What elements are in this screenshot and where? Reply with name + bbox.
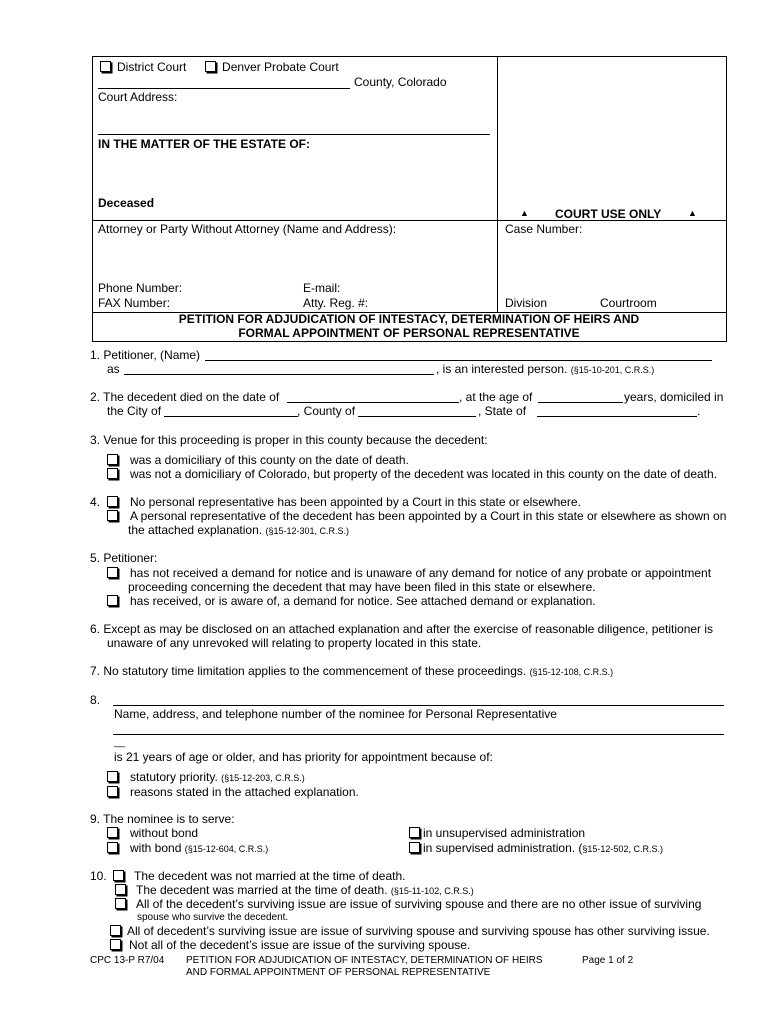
item-2-date-label: 2. The decedent died on the date of [90,390,280,404]
item-8-age: is 21 years of age or older, and has priority for appointment because of: [114,750,493,764]
atty-reg-label: Atty. Reg. #: [303,296,369,310]
item-7-ref: (§15-12-108, C.R.S.) [529,667,614,677]
footer-page-number: Page 1 of 2 [582,955,634,966]
not-married-checkbox[interactable] [113,870,124,881]
item-6-line-2: unaware of any unrevoked will relating to property located in this state. [107,636,482,650]
has-demand-label: has received, or is aware of, a demand for notice. See attached demand or explanation. [130,594,596,608]
unsupervised-label: in unsupervised administration [423,826,586,840]
spouse-other-issue-checkbox[interactable] [110,925,121,936]
district-court-checkbox[interactable] [100,61,111,72]
venue-domiciliary-label: was a domiciliary of this county on the date of death. [130,453,409,467]
statutory-priority-checkbox[interactable] [107,771,118,782]
state-field[interactable] [537,416,697,417]
county-label: County, Colorado [354,75,447,89]
venue-property-label: was not a domiciliary of Colorado, but property of the decedent was located in this county on the date of death. [130,467,718,481]
unsupervised-checkbox[interactable] [409,827,420,838]
not-all-issue-label: Not all of the decedent’s issue are issue of the surviving spouse. [129,938,471,952]
supervised-ref: §15-12-502, C.R.S.) [582,844,663,854]
no-pr-label: No personal representative has been appointed by a Court in this state or elsewhere. [130,495,581,509]
item-2-domiciled: years, domiciled in [624,390,724,404]
footer-title-2: AND FORMAL APPOINTMENT OF PERSONAL REPRESENTATIVE [186,967,491,978]
nominee-dash: __ [114,737,126,748]
item-4-ref: (§15-12-301, C.R.S.) [265,526,349,536]
item-8-ref: (§15-12-203, C.R.S.) [221,773,305,783]
denver-probate-court-checkbox[interactable] [205,61,216,72]
with-bond-checkbox[interactable] [107,842,118,853]
nominee-label: Name, address, and telephone number of the nominee for Personal Representative [114,707,557,721]
item-10-number: 10. [90,869,107,883]
no-demand-label: has not received a demand for notice and is unaware of any demand for notice of any probate or appointment [130,566,712,580]
denver-probate-court-label: Denver Probate Court [222,60,339,74]
statutory-priority-label: statutory priority. [130,770,218,784]
item-4-number: 4. [90,495,101,509]
married-ref: (§15-11-102, C.R.S.) [390,886,474,896]
without-bond-checkbox[interactable] [107,827,118,838]
pr-appointed-label: A personal representative of the decedent has been appointed by a Court in this state or elsewhere as shown on [130,509,727,523]
county-field[interactable] [358,416,476,417]
petitioner-name-field[interactable] [205,360,712,361]
no-demand-checkbox[interactable] [107,567,118,578]
nominee-line-2[interactable] [113,734,724,735]
item-8-number: 8. [90,693,101,707]
all-issue-checkbox[interactable] [115,898,126,909]
page-title [92,312,726,340]
footer-form-id: CPC 13-P R7/04 [90,955,165,966]
fax-label: FAX Number: [98,296,171,310]
city-field[interactable] [164,416,298,417]
case-number-label: Case Number: [505,222,583,236]
estate-label: IN THE MATTER OF THE ESTATE OF: [98,137,310,151]
petitioner-as-field[interactable] [124,374,434,375]
pr-appointed-label-2: the attached explanation. [128,523,263,537]
death-date-field[interactable] [287,402,459,403]
item-2-county-label: , County of [297,404,356,418]
item-1-as: as [107,362,120,376]
arrow-up-icon: ▲ [520,208,529,218]
item-2-age-label: , at the age of [459,390,533,404]
all-issue-label: All of the decedent’s surviving issue are issue of surviving spouse and there are no other issue of surviving [136,897,702,911]
caption-divider [497,56,498,312]
phone-label: Phone Number: [98,281,183,295]
title-line-1: PETITION FOR ADJUDICATION OF INTESTACY, DETERMINATION OF HEIRS AND [178,312,640,326]
has-demand-checkbox[interactable] [107,595,118,606]
attorney-label: Attorney or Party Without Attorney (Name and Address): [98,222,397,236]
venue-property-checkbox[interactable] [107,468,118,479]
district-court-label: District Court [117,60,187,74]
court-address-label: Court Address: [98,90,178,104]
without-bond-label: without bond [130,826,199,840]
not-all-issue-checkbox[interactable] [110,939,121,950]
courtroom-label: Courtroom [600,296,657,310]
all-issue-label-2: spouse who survive the decedent. [137,912,289,923]
married-checkbox[interactable] [115,884,126,895]
married-label: The decedent was married at the time of death. [136,883,388,897]
arrow-up-icon: ▲ [688,208,697,218]
not-married-label: The decedent was not married at the time of death. [134,869,406,883]
item-7-text: 7. No statutory time limitation applies to the commencement of these proceedings. [90,664,527,678]
item-1-interested: , is an interested person. [436,362,568,376]
deceased-label: Deceased [98,196,155,210]
supervised-checkbox[interactable] [409,842,420,853]
court-use-only-label: COURT USE ONLY [555,207,662,221]
item-2-state-label: , State of [478,404,527,418]
item-5-petitioner: 5. Petitioner: [90,551,158,565]
item-2-period: . [697,404,701,418]
estate-line [98,134,490,135]
pr-appointed-checkbox[interactable] [107,510,118,521]
reasons-stated-label: reasons stated in the attached explanation. [130,785,359,799]
no-pr-checkbox[interactable] [107,496,118,507]
division-label: Division [505,296,548,310]
no-demand-label-2: proceeding concerning the decedent that may have been filed in this state or elsewhere. [128,580,596,594]
venue-domiciliary-checkbox[interactable] [107,454,118,465]
item-9-nominee: 9. The nominee is to serve: [90,812,235,826]
item-2-city-label: the City of [107,404,162,418]
item-6-line-1: 6. Except as may be disclosed on an attached explanation and after the exercise of reasonable diligence, petitioner is [90,622,714,636]
with-bond-label: with bond [130,841,182,855]
with-bond-ref: (§15-12-604, C.R.S.) [184,844,269,854]
footer-title-1: PETITION FOR ADJUDICATION OF INTESTACY, DETERMINATION OF HEIRS [186,955,543,966]
nominee-line-1[interactable] [113,705,724,706]
email-label: E-mail: [303,281,341,295]
item-1-ref: (§15-10-201, C.R.S.) [570,365,655,375]
item-1-petitioner: 1. Petitioner, (Name) [90,348,201,362]
title-line-2: FORMAL APPOINTMENT OF PERSONAL REPRESENTATIVE [238,326,580,340]
county-line [98,88,350,89]
supervised-label: in supervised administration. ( [423,841,583,855]
spouse-other-issue-label: All of decedent’s surviving issue are issue of surviving spouse and surviving spouse has other surviving issue. [127,924,710,938]
reasons-stated-checkbox[interactable] [107,786,118,797]
age-field[interactable] [538,402,623,403]
item-3-venue: 3. Venue for this proceeding is proper in this county because the decedent: [90,433,488,447]
